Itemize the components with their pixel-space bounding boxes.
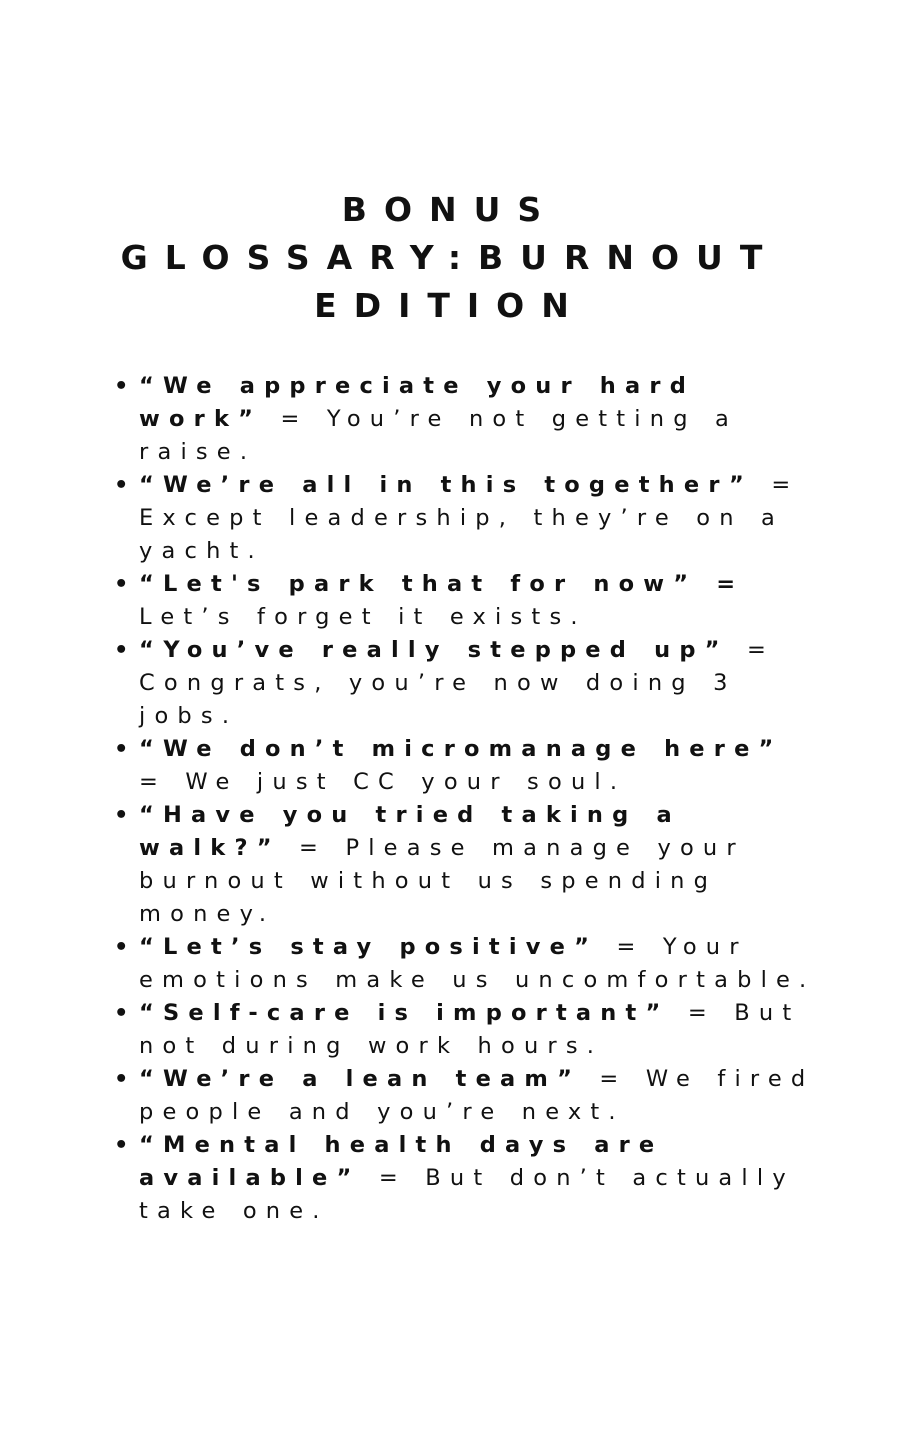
glossary-meaning: = We just CC your soul.	[139, 769, 627, 795]
bullet-icon: •	[114, 1000, 129, 1026]
glossary-meaning: = Except leadership, they’re on a yacht.	[139, 472, 800, 564]
glossary-phrase: “Self-care is important”	[139, 1000, 670, 1026]
glossary-phrase: “We appreciate your hard work”	[139, 373, 696, 432]
glossary-meaning: = Congrats, you’re now doing 3 jobs.	[139, 637, 776, 729]
title-line-2: GLOSSARY:BURNOUT	[120, 238, 780, 277]
title-line-3: EDITION	[314, 286, 586, 325]
glossary-meaning: = You’re not getting a raise.	[139, 406, 739, 465]
list-item	[114, 568, 824, 634]
glossary-meaning: = We fired people and you’re next.	[139, 1066, 815, 1125]
glossary-list	[114, 370, 824, 1228]
title-line-1: BONUS	[341, 190, 559, 229]
bullet-icon: •	[114, 637, 129, 663]
bullet-icon: •	[114, 373, 129, 399]
page-title	[0, 186, 900, 330]
bullet-icon: •	[114, 736, 129, 762]
glossary-phrase: “Mental health days are available”	[139, 1132, 664, 1191]
bullet-icon: •	[114, 571, 129, 597]
list-item	[114, 931, 824, 997]
glossary-meaning: Let’s forget it exists.	[139, 604, 587, 630]
bullet-icon: •	[114, 1132, 129, 1158]
bullet-icon: •	[114, 934, 129, 960]
glossary-meaning: = Please manage your burnout without us spending money.	[139, 835, 745, 927]
glossary-phrase: “Let’s stay positive”	[139, 934, 599, 960]
glossary-meaning: = Your emotions make us uncomfortable.	[139, 934, 816, 993]
list-item	[114, 469, 824, 568]
list-item	[114, 799, 824, 931]
bullet-icon: •	[114, 802, 129, 828]
list-item	[114, 634, 824, 733]
glossary-meaning: = But don’t actually take one.	[139, 1165, 795, 1224]
bullet-icon: •	[114, 472, 129, 498]
glossary-meaning: = But not during work hours.	[139, 1000, 801, 1059]
glossary-phrase: “Let's park that for now” =	[139, 571, 745, 597]
bullet-icon: •	[114, 1066, 129, 1092]
list-item	[114, 997, 824, 1063]
glossary-phrase: “We’re all in this together”	[139, 472, 754, 498]
glossary-phrase: “Have you tried taking a walk?”	[139, 802, 681, 861]
glossary-phrase: “We’re a lean team”	[139, 1066, 582, 1092]
list-item	[114, 1129, 824, 1228]
list-item	[114, 733, 824, 799]
list-item	[114, 1063, 824, 1129]
glossary-phrase: “You’ve really stepped up”	[139, 637, 729, 663]
glossary-phrase: “We don’t micromanage here”	[139, 736, 783, 762]
list-item	[114, 370, 824, 469]
